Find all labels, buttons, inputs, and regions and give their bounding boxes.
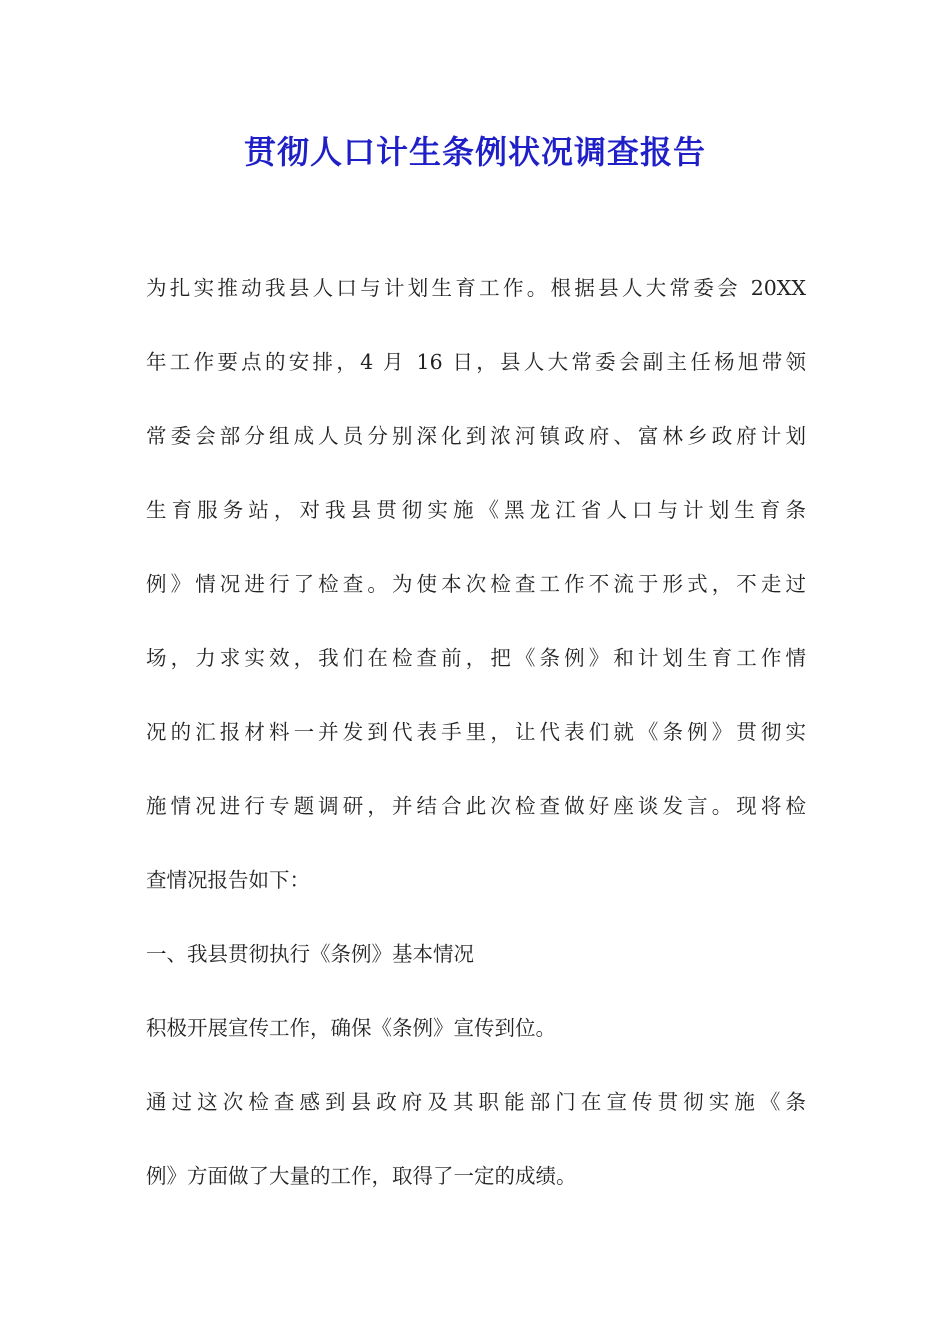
body-line-4: 生育服务站，对我县贯彻实施《黑龙江省人口与计划生育条 xyxy=(146,498,806,522)
body-line-7: 况的汇报材料一并发到代表手里，让代表们就《条例》贯彻实 xyxy=(146,720,806,744)
body-line-3: 常委会部分组成人员分别深化到浓河镇政府、富林乡政府计划 xyxy=(146,424,806,448)
body-line-5: 例》情况进行了检查。为使本次检查工作不流于形式，不走过 xyxy=(146,572,806,596)
body-line-12: 通过这次检查感到县政府及其职能部门在宣传贯彻实施《条 xyxy=(146,1090,806,1114)
body-line-8: 施情况进行专题调研，并结合此次检查做好座谈发言。现将检 xyxy=(146,794,806,818)
subsection-heading: 积极开展宣传工作，确保《条例》宣传到位。 xyxy=(146,1016,556,1040)
body-line-9: 查情况报告如下： xyxy=(146,868,310,892)
section-heading: 一、我县贯彻执行《条例》基本情况 xyxy=(146,942,474,966)
body-line-6: 场，力求实效，我们在检查前，把《条例》和计划生育工作情 xyxy=(146,646,806,670)
body-line-2: 年工作要点的安排，4 月 16 日，县人大常委会副主任杨旭带领 xyxy=(146,350,806,374)
body-line-1: 为扎实推动我县人口与计划生育工作。根据县人大常委会 20XX xyxy=(146,276,806,300)
body-line-13: 例》方面做了大量的工作，取得了一定的成绩。 xyxy=(146,1164,577,1188)
document-body xyxy=(146,264,806,1226)
document-title: 贯彻人口计生条例状况调查报告 xyxy=(243,133,706,171)
